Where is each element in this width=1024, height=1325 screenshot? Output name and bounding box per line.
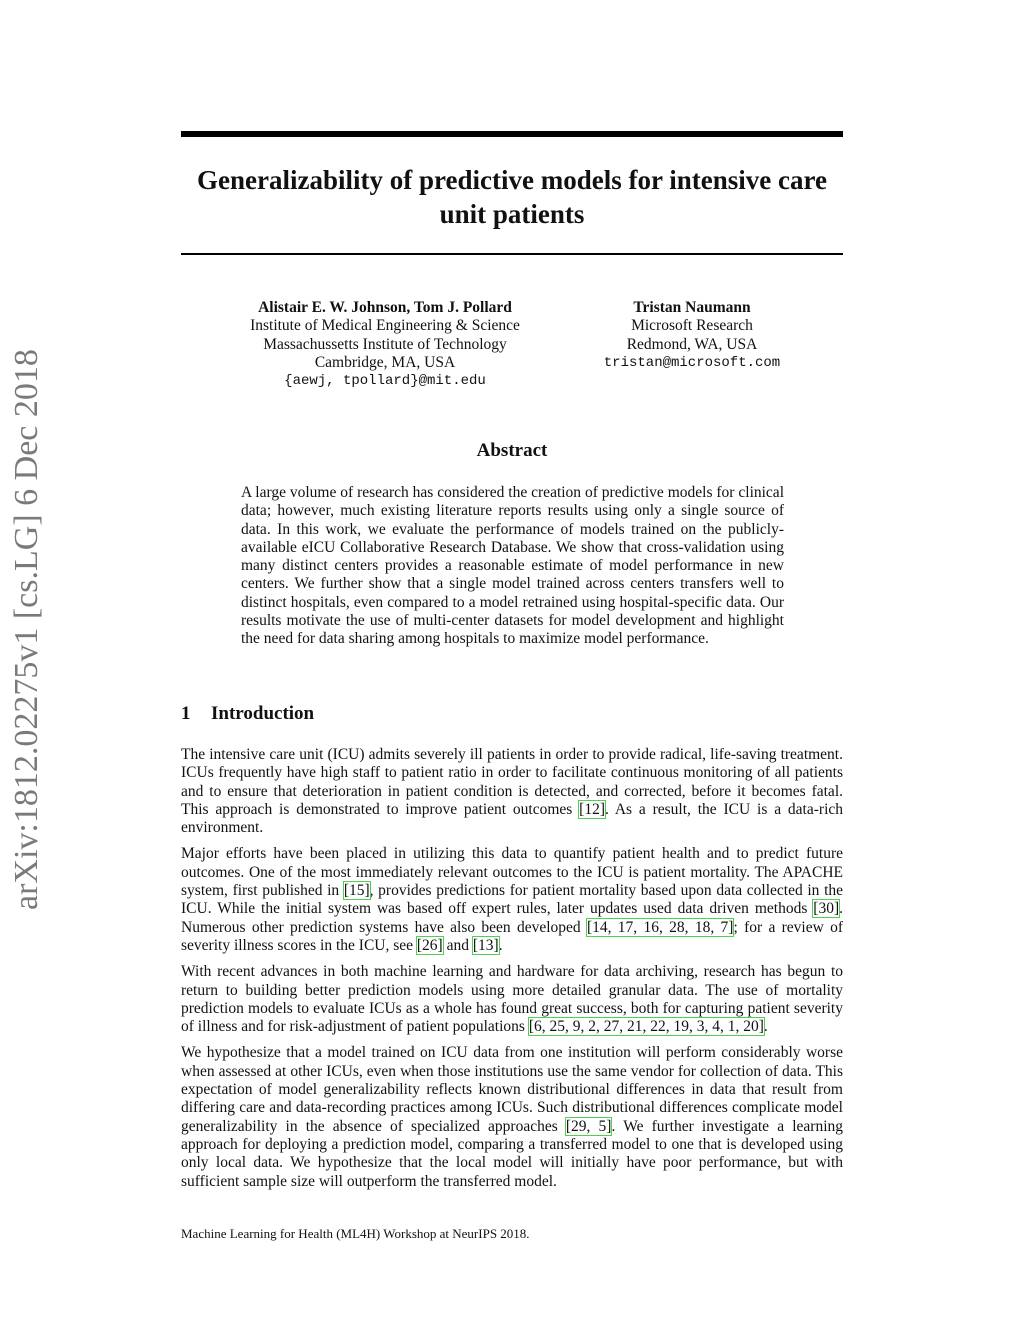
author-block-right: [578, 299, 806, 372]
section-heading: [181, 703, 314, 725]
citation-link[interactable]: [29, 5]: [565, 1117, 612, 1135]
paragraph: With recent advances in both machine learning and hardware for data archiving, research has begun to return to building better prediction models using more detailed granular data. The use of mortality prediction models to evaluate ICUs as a whole has found great success, both for capturing patient severity of illness and for risk-adjustment of patient populations [6, 25, 9, 2, 27, 21, 22, 19, 3, 4, 1, 20].: [181, 963, 843, 1036]
citation-link[interactable]: [30]: [813, 900, 840, 918]
citation-link[interactable]: [12]: [579, 800, 605, 818]
author-affiliation: Institute of Medical Engineering & Science: [250, 317, 520, 335]
paragraph: Major efforts have been placed in utilizing this data to quantify patient health and to predict future outcomes. One of the most immediately relevant outcomes to the ICU is patient mortality. The APACHE system, first published in [15], provides predictions for patient mortality based upon data collected in the ICU. While the initial system was based off expert rules, later updates used data driven methods [30]. Numerous other prediction systems have also been developed [14, 17, 16, 28, 18, 7]; for a review of severity illness scores in the ICU, see [26] and [13].: [181, 845, 844, 954]
paper-title: Generalizability of predictive models for intensive care unit patients: [197, 165, 827, 229]
author-location: Cambridge, MA, USA: [314, 353, 456, 371]
section-number: 1: [181, 703, 191, 724]
author-location: Redmond, WA, USA: [626, 335, 758, 353]
paragraph: The intensive care unit (ICU) admits severely ill patients in order to provide radical, life-saving treatment. ICUs frequently have high staff to patient ratio in order to facilitate continuous monitoring of all patients and to ensure that deterioration in patient condition is detected, and corrected, before it becomes fatal. This approach is demonstrated to improve patient outcomes [12]. As a result, the ICU is a data-rich environment.: [181, 746, 843, 837]
abstract-text: A large volume of research has considered the creation of predictive models for clinical data; however, much existing literature reports results using only a single source of data. In this work, we evaluate the performance of models trained on the publicly-available eICU Collaborative Research Database. We show that cross-validation using many distinct centers provides a reasonable estimate of model performance in new centers. We further show that a single model trained across centers transfers well to distinct hospitals, even compared to a model retrained using hospital-specific data. Our results motivate the use of multi-center datasets for model development and highlight the need for data sharing among hospitals to maximize model performance.: [241, 484, 784, 648]
arxiv-identifier: arXiv:1812.02275v1 [cs.LG] 6 Dec 2018: [8, 349, 45, 910]
citation-link[interactable]: [6, 25, 9, 2, 27, 21, 22, 19, 3, 4, 1, 20]: [528, 1018, 764, 1036]
title-rule-bottom: [181, 253, 843, 255]
body-text: [181, 746, 843, 1199]
author-affiliation: Microsoft Research: [631, 317, 753, 335]
abstract-heading: Abstract: [476, 440, 548, 461]
citation-link[interactable]: [14, 17, 16, 28, 18, 7]: [586, 918, 734, 936]
author-email: {aewj, tpollard}@mit.edu: [284, 373, 486, 390]
title-rule-top: [181, 131, 843, 137]
author-block-left: [212, 299, 558, 390]
venue-footnote: Machine Learning for Health (ML4H) Workshop at NeurIPS 2018.: [181, 1226, 530, 1241]
author-names: Tristan Naumann: [633, 299, 751, 316]
author-email: tristan@microsoft.com: [603, 354, 781, 371]
citation-link[interactable]: [13]: [472, 936, 499, 954]
citation-link[interactable]: [15]: [343, 882, 370, 900]
section-title: Introduction: [211, 703, 315, 724]
author-affiliation: Massachussetts Institute of Technology: [263, 335, 507, 353]
citation-link[interactable]: [26]: [416, 936, 443, 954]
author-names: Alistair E. W. Johnson, Tom J. Pollard: [258, 299, 512, 316]
paragraph: We hypothesize that a model trained on ICU data from one institution will perform considerably worse when assessed at other ICUs, even when those institutions use the same vendor for collection of data. This expectation of model generalizability reflects known distributional differences in data that result from differing care and data-recording practices among ICUs. Such distributional differences complicate model generalizability in the absence of specialized approaches [29, 5]. We further investigate a learning approach for deploying a prediction model, comparing a transferred model to one that is developed using only local data. We hypothesize that the local model will initially have poor performance, but with sufficient sample size will outperform the transferred model.: [181, 1044, 843, 1190]
